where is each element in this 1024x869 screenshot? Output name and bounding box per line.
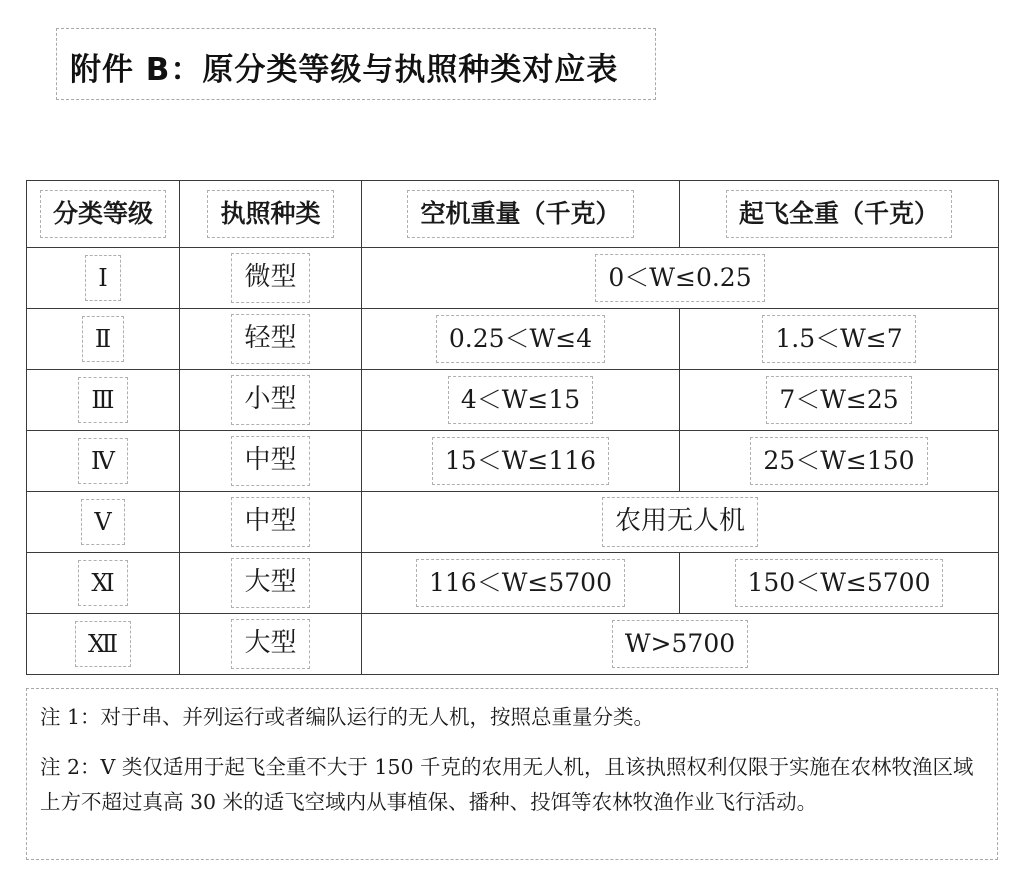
grade-cell: Ⅴ — [27, 492, 180, 553]
note-1: 注 1：对于串、并列运行或者编队运行的无人机，按照总重量分类。 — [40, 705, 655, 729]
table-row — [27, 614, 999, 675]
empty-weight-cell: 4＜W≤15 — [362, 370, 680, 431]
license-cell: 中型 — [180, 431, 362, 492]
table-row — [27, 553, 999, 614]
grade-cell: Ⅲ — [27, 370, 180, 431]
document-title: 附件 B：原分类等级与执照种类对应表 — [70, 52, 619, 88]
grade-cell: Ⅳ — [27, 431, 180, 492]
license-cell: 中型 — [180, 492, 362, 553]
weight-range-cell: 农用无人机 — [362, 492, 999, 553]
grade-cell: Ⅰ — [27, 248, 180, 309]
classification-table-container — [26, 180, 998, 671]
table-header-row — [27, 181, 999, 248]
license-cell: 小型 — [180, 370, 362, 431]
takeoff-weight-cell: 1.5＜W≤7 — [680, 309, 999, 370]
table-row — [27, 248, 999, 309]
header-grade: 分类等级 — [27, 181, 180, 248]
weight-range-cell: W>5700 — [362, 614, 999, 675]
weight-range-cell: 0＜W≤0.25 — [362, 248, 999, 309]
header-takeoff-weight: 起飞全重（千克） — [680, 181, 999, 248]
table-row — [27, 370, 999, 431]
header-empty-weight: 空机重量（千克） — [362, 181, 680, 248]
classification-table — [26, 180, 999, 675]
header-license: 执照种类 — [180, 181, 362, 248]
empty-weight-cell: 15＜W≤116 — [362, 431, 680, 492]
empty-weight-cell: 116＜W≤5700 — [362, 553, 680, 614]
grade-cell: Ⅻ — [27, 614, 180, 675]
license-cell: 大型 — [180, 553, 362, 614]
table-row — [27, 309, 999, 370]
license-cell: 微型 — [180, 248, 362, 309]
takeoff-weight-cell: 7＜W≤25 — [680, 370, 999, 431]
takeoff-weight-cell: 25＜W≤150 — [680, 431, 999, 492]
table-row — [27, 431, 999, 492]
takeoff-weight-cell: 150＜W≤5700 — [680, 553, 999, 614]
table-row — [27, 492, 999, 553]
grade-cell: Ⅺ — [27, 553, 180, 614]
grade-cell: Ⅱ — [27, 309, 180, 370]
license-cell: 轻型 — [180, 309, 362, 370]
license-cell: 大型 — [180, 614, 362, 675]
empty-weight-cell: 0.25＜W≤4 — [362, 309, 680, 370]
note-2: 注 2：V 类仅适用于起飞全重不大于 150 千克的农用无人机，且该执照权利仅限于实施在农林牧渔区域上方不超过真高 30 米的适飞空域内从事植保、播种、投饵等农林牧渔作业飞行活动。 — [40, 755, 974, 814]
